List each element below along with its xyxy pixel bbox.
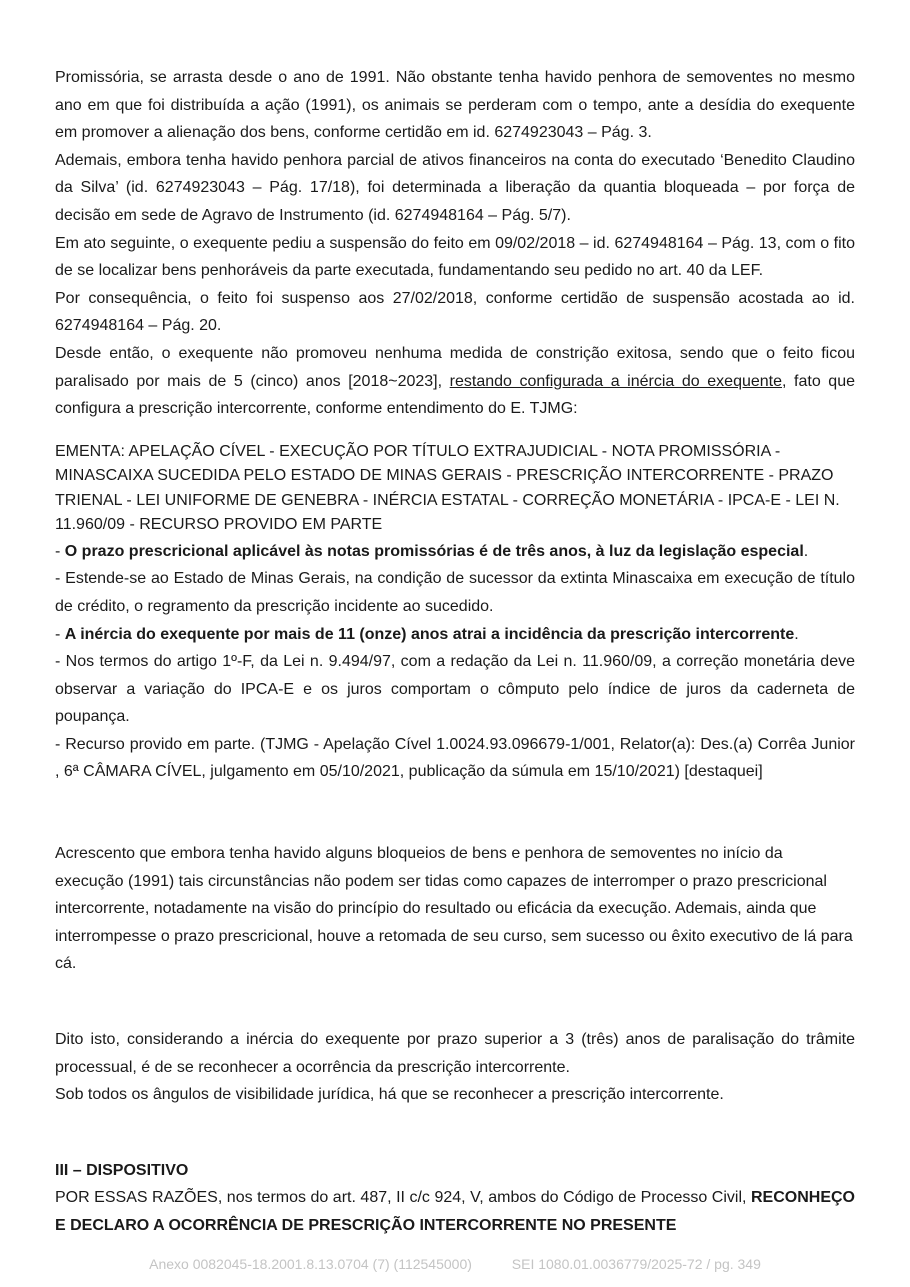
ementa-item-prazo <box>55 538 855 566</box>
page-footer <box>0 1256 910 1272</box>
paragraph-inercia <box>55 340 855 423</box>
ementa-item-recurso: - Recurso provido em parte. (TJMG - Apelação Cível 1.0024.93.096679-1/001, Relator(a): Des.(a) Corrêa Junior , 6ª CÂMARA CÍVEL, julgamento em 05/10/2021, publicação da súmula em 15/10/2021) [destaquei] <box>55 735 855 781</box>
item-suffix: . <box>803 542 809 560</box>
paragraph-sob-todos: Sob todos os ângulos de visibilidade jurídica, há que se reconhecer a prescrição intercorrente. <box>55 1086 724 1104</box>
paragraph-dispositivo <box>55 1184 855 1239</box>
footer-sei-reference: SEI 1080.01.0036779/2025-72 / pg. 349 <box>511 1256 761 1272</box>
ementa-citation: EMENTA: APELAÇÃO CÍVEL - EXECUÇÃO POR TÍTULO EXTRAJUDICIAL - NOTA PROMISSÓRIA - MINASCAIXA SUCEDIDA PELO ESTADO DE MINAS GERAIS - PRESCRIÇÃO INTERCORRENTE - PRAZO TRIENAL - LEI UNIFORME DE GENEBRA - INÉRCIA ESTATAL - CORREÇÃO MONETÁRIA - IPCA-E - LEI N. 11.960/09 - RECURSO PROVIDO EM PARTE <box>55 442 840 534</box>
item-prefix: - <box>55 542 65 560</box>
inercia-underlined-text: restando configurada a inércia do exequente <box>449 372 783 390</box>
inercia-text-after: , fato que configura a prescrição intercorrente, conforme entendimento do E. TJMG: <box>55 372 856 418</box>
ementa-item-correcao: - Nos termos do artigo 1º-F, da Lei n. 9.494/97, com a redação da Lei n. 11.960/09, a correção monetária deve observar a variação do IPCA-E e os juros comportam o cômputo pelo índice de juros da caderneta de poupança. <box>55 653 855 726</box>
dispositivo-text: POR ESSAS RAZÕES, nos termos do art. 487, II c/c 924, V, ambos do Código de Processo Civil, <box>55 1189 751 1207</box>
paragraph-acrescento: Acrescento que embora tenha havido alguns bloqueios de bens e penhora de semoventes no início da execução (1991) tais circunstâncias não podem ser tidas como capazes de interromper o prazo prescricional intercorrente, notadamente na visão do princípio do resultado ou eficácia da execução. Ademais, ainda que interrompesse o prazo prescricional, houve a retomada de seu curso, sem sucesso ou êxito executivo de lá para cá. <box>55 845 853 973</box>
dispositivo-bold-text: RECONHEÇO E DECLARO A OCORRÊNCIA DE PRESCRIÇÃO INTERCORRENTE NO PRESENTE <box>55 1189 855 1234</box>
ementa-item-inercia <box>55 621 855 649</box>
paragraph-promissoria: Promissória, se arrasta desde o ano de 1991. Não obstante tenha havido penhora de semoventes no mesmo ano em que foi distribuída a ação (1991), os animais se perderam com o tempo, ante a desídia do exequente em promover a alienação dos bens, conforme certidão em id. 6274923043 – Pág. 3. <box>55 69 855 142</box>
paragraph-ademais-penhora: Ademais, embora tenha havido penhora parcial de ativos financeiros na conta do executado ‘Benedito Claudino da Silva’ (id. 6274923043 – Pág. 17/18), foi determinada a liberação da quantia bloqueada – por força de decisão em sede de Agravo de Instrumento (id. 6274948164 – Pág. 5/7). <box>55 151 855 224</box>
item-bold-text: O prazo prescricional aplicável às notas promissórias é de três anos, à luz da legislação especial <box>64 542 804 560</box>
item-suffix: . <box>794 625 799 643</box>
paragraph-dito-isto: Dito isto, considerando a inércia do exequente por prazo superior a 3 (três) anos de paralisação do trâmite processual, é de se reconhecer a ocorrência da prescrição intercorrente. <box>55 1031 855 1076</box>
paragraph-consequencia: Por consequência, o feito foi suspenso aos 27/02/2018, conforme certidão de suspensão acostada ao id. 6274948164 – Pág. 20. <box>55 289 855 335</box>
item-prefix: - <box>55 625 65 643</box>
inercia-text-before: Desde então, o exequente não promoveu nenhuma medida de constrição exitosa, sendo que o feito ficou paralisado por mais de 5 (cinco) anos [2018~2023], <box>55 344 855 390</box>
item-bold-text: A inércia do exequente por mais de 11 (onze) anos atrai a incidência da prescrição intercorrente <box>64 625 795 643</box>
footer-annex-reference: Anexo 0082045-18.2001.8.13.0704 (7) (112545000) <box>149 1256 472 1272</box>
section-heading-dispositivo: III – DISPOSITIVO <box>55 1161 189 1179</box>
paragraph-suspensao-pedido: Em ato seguinte, o exequente pediu a suspensão do feito em 09/02/2018 – id. 6274948164 – Pág. 13, com o fito de se localizar bens penhoráveis da parte executada, fundamentando seu pedido no art. 40 da LEF. <box>55 234 855 280</box>
ementa-item-estado: - Estende-se ao Estado de Minas Gerais, na condição de sucessor da extinta Minascaixa em execução de título de crédito, o regramento da prescrição incidente ao sucedido. <box>55 570 855 615</box>
document-body <box>55 64 855 1240</box>
